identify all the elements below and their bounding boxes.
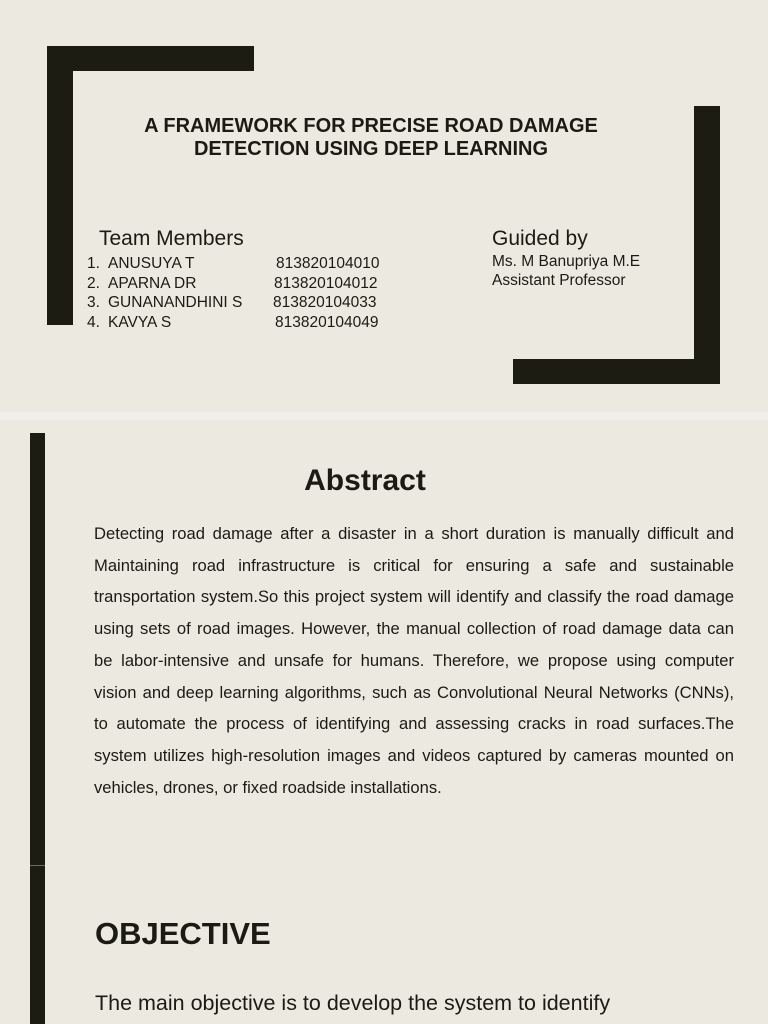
objective-paragraph: The main objective is to develop the system to identify (95, 991, 611, 1015)
frame-top-left-vertical (47, 46, 73, 325)
member-id: 813820104012 (274, 274, 378, 292)
slide-title (90, 115, 652, 161)
member-id: 813820104033 (273, 294, 377, 311)
slide-divider-line (30, 865, 45, 866)
frame-bottom-right-horizontal (513, 359, 720, 384)
team-members-heading: Team Members (99, 227, 244, 250)
team-members-list (87, 254, 407, 332)
guide-name: Ms. M Banupriya M.E (492, 253, 641, 270)
team-member-row (87, 293, 407, 313)
member-name: GUNANANDHINI S (108, 294, 243, 311)
objective-heading: OBJECTIVE (95, 916, 271, 951)
left-accent-bar (30, 433, 45, 1024)
member-number: 1. (87, 255, 100, 272)
abstract-paragraph: Detecting road damage after a disaster in a short duration is manually difficult and Maintaining road infrastructure is critical for ensuring a safe and sustainable transportation system.So this project system will identify and classify the road damage using sets of road images. However, the manual collection of road damage data can be labor-intensive and unsafe for humans. Therefore, we propose using computer vision and deep learning algorithms, such as Convolutional Neural Networks (CNNs), to automate the process of identifying and assessing cracks in road surfaces.The system utilizes high-resolution images and videos captured by cameras mounted on vehicles, drones, or fixed roadside installations. (94, 524, 734, 797)
member-name: ANUSUYA T (108, 255, 195, 272)
frame-top-left-horizontal (47, 46, 254, 71)
guide-role: Assistant Professor (492, 272, 626, 289)
slide-separator (0, 412, 768, 420)
member-number: 4. (87, 313, 100, 331)
title-line-2: DETECTION USING DEEP LEARNING (193, 138, 549, 160)
team-member-row (87, 313, 407, 333)
member-name: KAVYA S (108, 313, 172, 331)
team-member-row (87, 254, 407, 274)
member-number: 2. (87, 274, 100, 292)
frame-bottom-right-vertical (694, 106, 720, 384)
guided-by-heading: Guided by (492, 227, 588, 250)
title-line-1: A FRAMEWORK FOR PRECISE ROAD DAMAGE (144, 115, 598, 137)
team-member-row (87, 274, 407, 294)
member-number: 3. (87, 294, 100, 311)
member-id: 813820104049 (275, 313, 379, 331)
member-id: 813820104010 (276, 255, 380, 272)
member-name: APARNA DR (108, 274, 197, 292)
abstract-heading: Abstract (304, 464, 426, 497)
